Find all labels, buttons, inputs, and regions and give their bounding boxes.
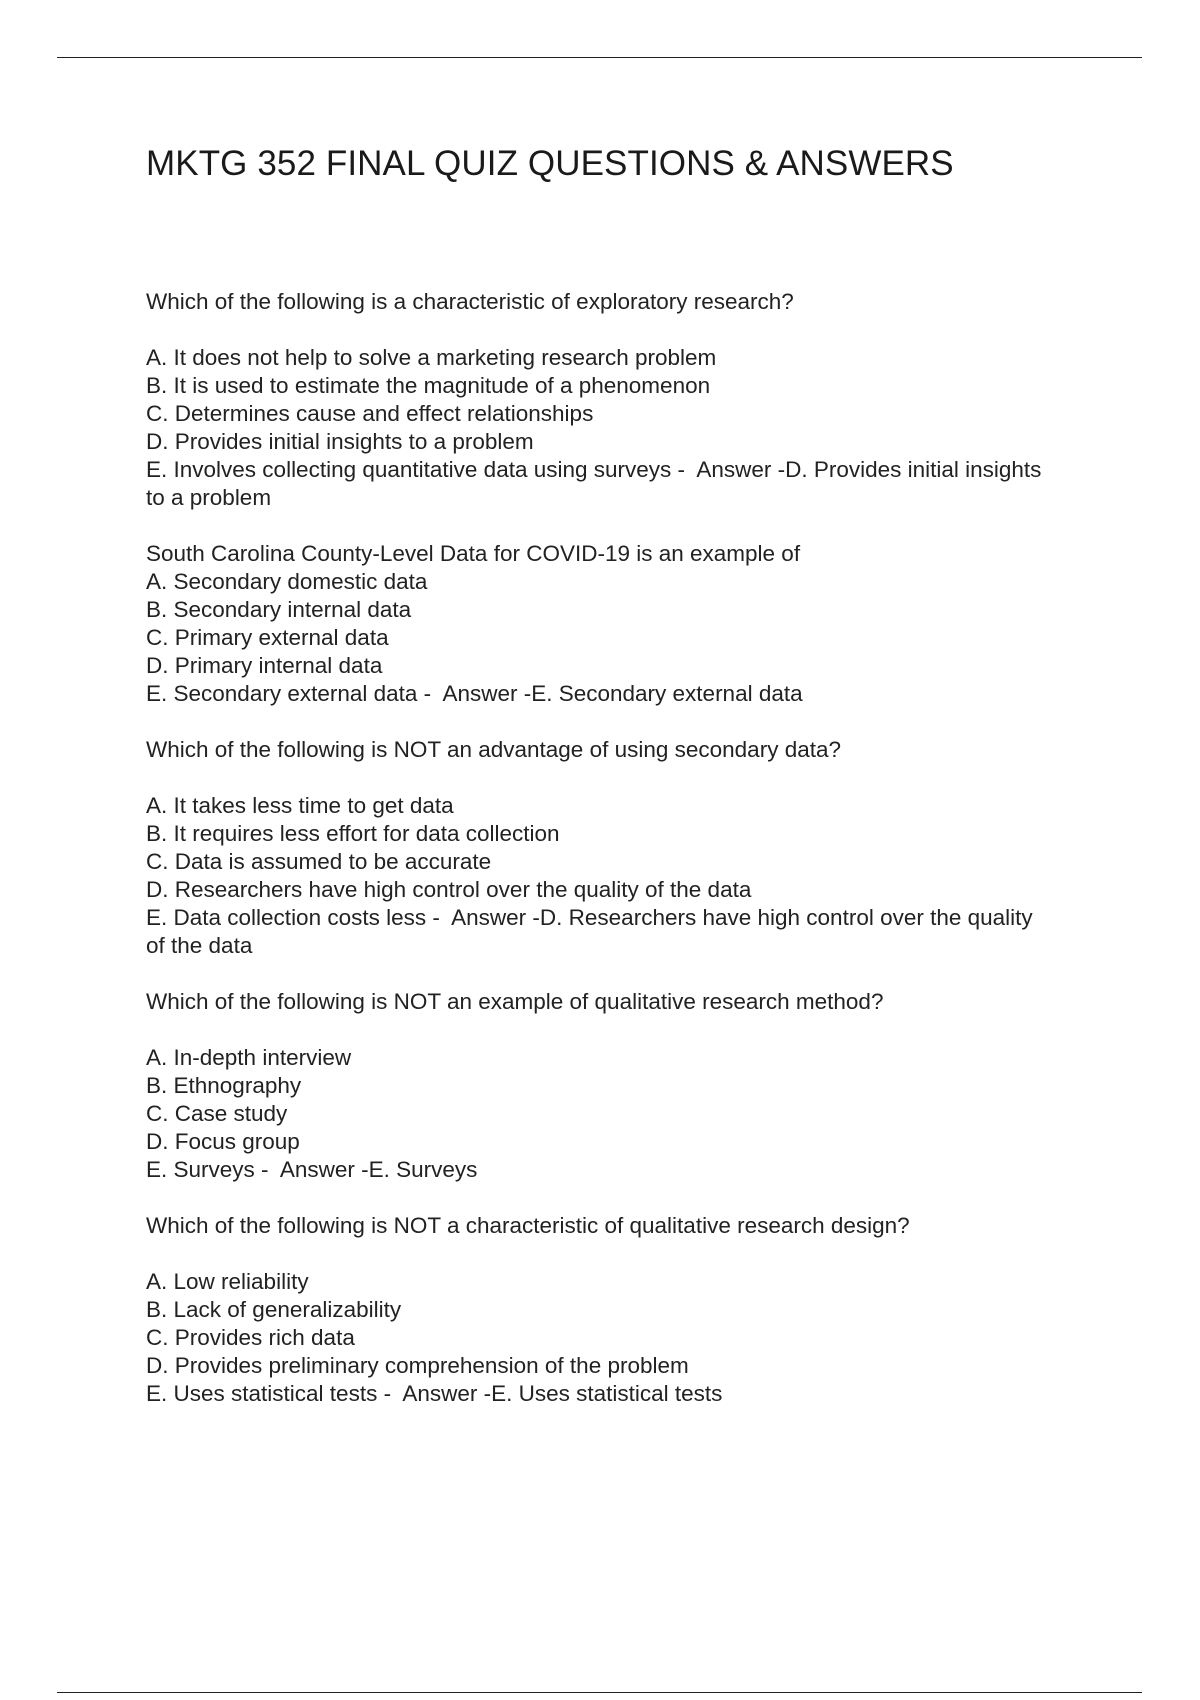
answer-option-last: E. Surveys [146, 1157, 255, 1182]
question-spacer [146, 316, 1046, 344]
answer-option: A. Secondary domestic data [146, 569, 428, 594]
answer-option: A. In-depth interview [146, 1045, 352, 1070]
question-text: Which of the following is NOT an advantage of using secondary data? [146, 737, 841, 762]
question-block [146, 288, 1046, 512]
question-text: Which of the following is a characteristic of exploratory research? [146, 289, 794, 314]
answer-option: C. Data is assumed to be accurate [146, 849, 492, 874]
bottom-rule [57, 1692, 1142, 1693]
question-spacer [146, 764, 1046, 792]
answer-option-with-answer: E. Secondary external data - Answer -E. Secondary external data [146, 681, 803, 706]
answer-option: B. It is used to estimate the magnitude of a phenomenon [146, 373, 711, 398]
answer-option: B. It requires less effort for data collection [146, 821, 560, 846]
answer-option: B. Secondary internal data [146, 597, 412, 622]
quiz-content [146, 288, 1046, 1436]
correct-answer: Answer -E. Uses statistical tests [402, 1381, 723, 1406]
question-spacer [146, 1016, 1046, 1044]
question-text: Which of the following is NOT an example of qualitative research method? [146, 989, 884, 1014]
question-block [146, 540, 1046, 708]
answer-option: C. Case study [146, 1101, 288, 1126]
answer-option: A. It takes less time to get data [146, 793, 454, 818]
question-block [146, 1212, 1046, 1408]
answer-option-last: E. Uses statistical tests [146, 1381, 378, 1406]
answer-option: B. Ethnography [146, 1073, 302, 1098]
answer-option-last: E. Involves collecting quantitative data using surveys [146, 457, 672, 482]
question-text: South Carolina County-Level Data for COVID-19 is an example of [146, 541, 801, 566]
answer-option-last: E. Secondary external data [146, 681, 418, 706]
answer-option: D. Provides preliminary comprehension of the problem [146, 1353, 689, 1378]
answer-option: D. Primary internal data [146, 653, 383, 678]
answer-option-with-answer: E. Uses statistical tests - Answer -E. Uses statistical tests [146, 1381, 723, 1406]
answer-option: A. Low reliability [146, 1269, 309, 1294]
answer-option: D. Focus group [146, 1129, 300, 1154]
correct-answer: Answer -E. Secondary external data [442, 681, 803, 706]
question-block [146, 736, 1046, 960]
question-block [146, 988, 1046, 1184]
answer-option-last: E. Data collection costs less [146, 905, 427, 930]
answer-option: C. Primary external data [146, 625, 389, 650]
answer-option: C. Provides rich data [146, 1325, 355, 1350]
document-title: MKTG 352 FINAL QUIZ QUESTIONS & ANSWERS [146, 144, 954, 183]
question-text: Which of the following is NOT a characteristic of qualitative research design? [146, 1213, 910, 1238]
correct-answer: Answer -E. Surveys [279, 1157, 478, 1182]
answer-option: D. Provides initial insights to a problem [146, 429, 534, 454]
answer-option-with-answer: E. Data collection costs less - Answer -D. Researchers have high control over the quality of the data [146, 905, 1033, 958]
answer-option: D. Researchers have high control over the quality of the data [146, 877, 752, 902]
top-rule [57, 57, 1142, 58]
answer-option-with-answer: E. Surveys - Answer -E. Surveys [146, 1157, 478, 1182]
answer-option: A. It does not help to solve a marketing research problem [146, 345, 717, 370]
question-spacer [146, 1240, 1046, 1268]
answer-option: B. Lack of generalizability [146, 1297, 402, 1322]
correct-answer: Answer -D. Researchers have high control over the quality of the data [146, 905, 1033, 958]
answer-option: C. Determines cause and effect relationships [146, 401, 594, 426]
answer-option-with-answer: E. Involves collecting quantitative data using surveys - Answer -D. Provides initial insights to a problem [146, 457, 1042, 510]
correct-answer: Answer -D. Provides initial insights to a problem [146, 457, 1042, 510]
